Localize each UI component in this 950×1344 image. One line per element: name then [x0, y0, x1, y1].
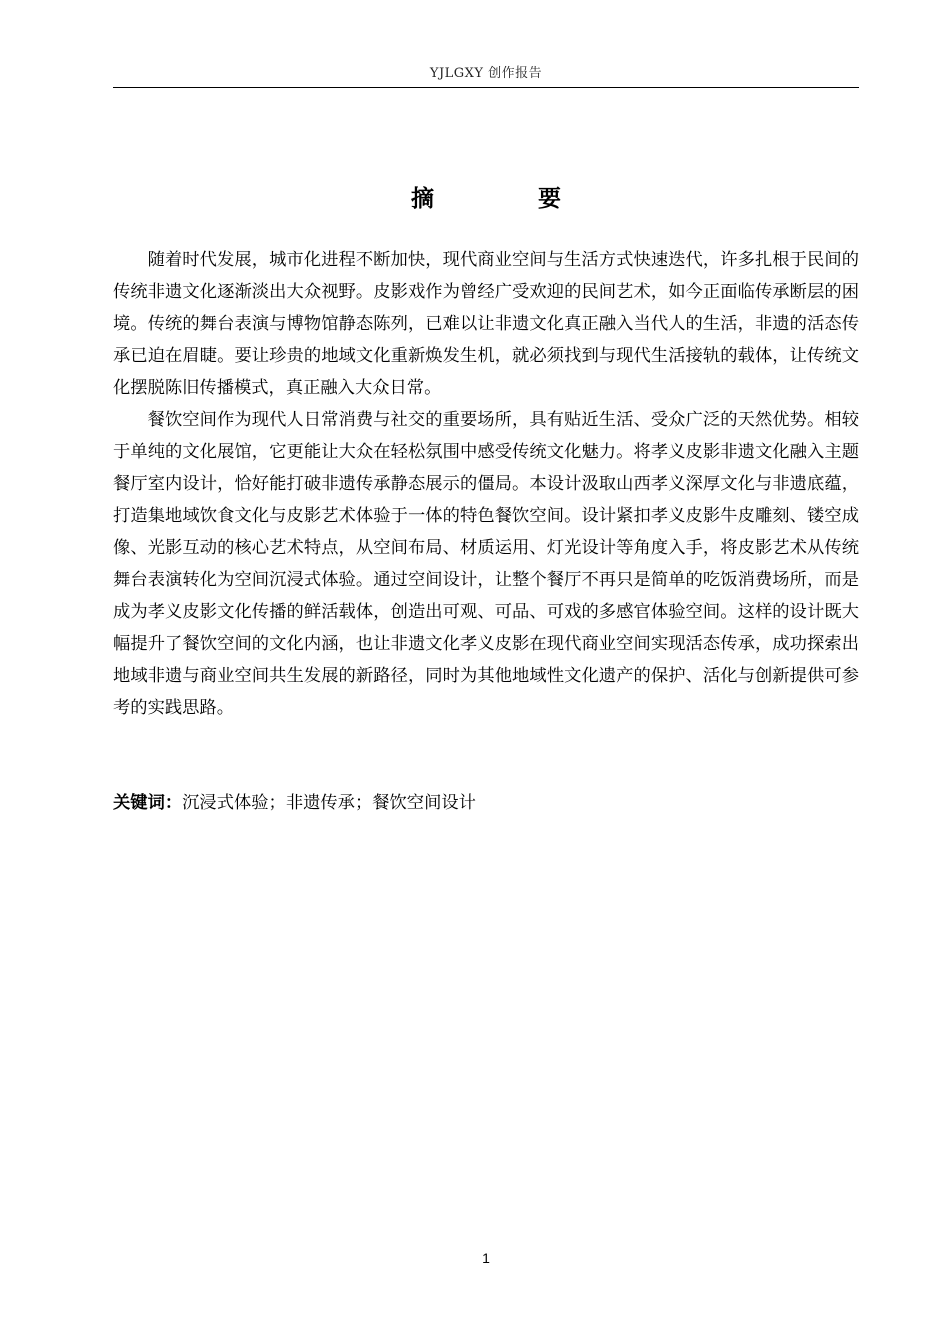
header-divider — [113, 87, 859, 88]
abstract-paragraph-1: 随着时代发展，城市化进程不断加快，现代商业空间与生活方式快速迭代，许多扎根于民间的传统非遗文化逐渐淡出大众视野。皮影戏作为曾经广受欢迎的民间艺术，如今正面临传承断层的困境。传统的舞台表演与博物馆静态陈列，已难以让非遗文化真正融入当代人的生活，非遗的活态传承已迫在眉睫。要让珍贵的地域文化重新焕发生机，就必须找到与现代生活接轨的载体，让传统文化摆脱陈旧传播模式，真正融入大众日常。 — [113, 250, 859, 398]
keywords-label: 关键词： — [113, 793, 183, 813]
abstract-title: 摘 要 — [410, 186, 609, 212]
keywords-line — [113, 788, 859, 818]
abstract-body — [113, 244, 859, 724]
keywords-value: 沉浸式体验；非遗传承；餐饮空间设计 — [182, 793, 476, 813]
page-header: YJLGXY 创作报告 — [429, 66, 543, 81]
abstract-paragraph-2: 餐饮空间作为现代人日常消费与社交的重要场所，具有贴近生活、受众广泛的天然优势。相较于单纯的文化展馆，它更能让大众在轻松氛围中感受传统文化魅力。将孝义皮影非遗文化融入主题餐厅室内设计，恰好能打破非遗传承静态展示的僵局。本设计汲取山西孝义深厚文化与非遗底蕴，打造集地域饮食文化与皮影艺术体验于一体的特色餐饮空间。设计紧扣孝义皮影牛皮雕刻、镂空成像、光影互动的核心艺术特点，从空间布局、材质运用、灯光设计等角度入手，将皮影艺术从传统舞台表演转化为空间沉浸式体验。通过空间设计，让整个餐厅不再只是简单的吃饭消费场所，而是成为孝义皮影文化传播的鲜活载体，创造出可观、可品、可戏的多感官体验空间。这样的设计既大幅提升了餐饮空间的文化内涵，也让非遗文化孝义皮影在现代商业空间实现活态传承，成功探索出地域非遗与商业空间共生发展的新路径，同时为其他地域性文化遗产的保护、活化与创新提供可参考的实践思路。 — [113, 410, 859, 718]
page-number: 1 — [482, 1250, 490, 1266]
